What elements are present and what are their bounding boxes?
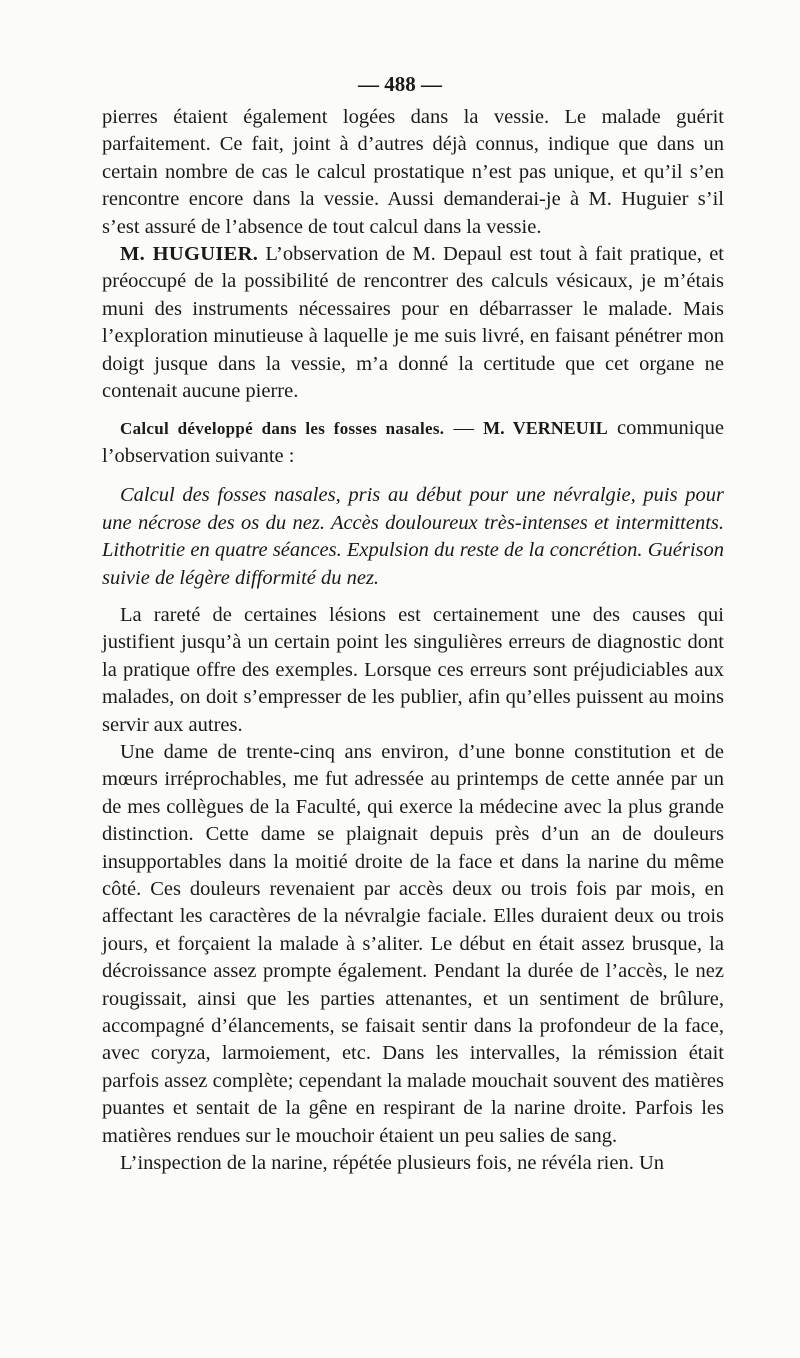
speaker-name: M. HUGUIER.	[120, 243, 259, 266]
section-speaker: M. VERNEUIL	[483, 418, 608, 439]
section-intro: communique l’observation suivante :	[102, 417, 725, 467]
page-number: — 488 —	[358, 72, 442, 96]
section-topic: Calcul développé dans les fosses nasales.	[120, 419, 445, 439]
speaker-text: L’observation de M. Depaul est tout à fait pratique, et préoccupé de la possibilité de rencontrer des calculs vésicaux, je m’étais muni des instruments nécessaires pour en débarrasser le malade. Mais l’exploration minutieuse à laquelle je me suis livré, en faisant pénétrer mon doigt jusque dans la vessie, m’a donné la certitude que cet organe ne contenait aucune pierre.	[102, 243, 724, 403]
page-body	[102, 104, 724, 1177]
paragraph-case: Une dame de trente-cinq ans environ, d’une bonne constitution et de mœurs irréprochables, me fut adressée au printemps de cette année par un de mes collègues de la Faculté, qui exerce la médecine avec la plus grande distinction. Cette dame se plaignait depuis près d’un an de douleurs insupportables dans la moitié droite de la face et dans la narine du même côté. Ces douleurs revenaient par accès deux ou trois fois par mois, en affectant les caractères de la névralgie faciale. Elles duraient deux ou trois jours, et forçaient la malade à s’aliter. Le début en était assez brusque, la décroissance assez prompte également. Pendant la durée de l’accès, le nez rougissait, ainsi que les parties attenantes, et un sentiment de brûlure, accompagné d’élancements, se faisait sentir dans la profondeur de la face, avec coryza, larmoiement, etc. Dans les intervalles, la rémission était parfois assez complète; cependant la malade mouchait souvent des matières puantes et sentait de la gêne en respirant de la narine droite. Parfois les matières rendues sur le mouchoir étaient un peu salies de sang.	[102, 740, 724, 1147]
paragraph-continuation: pierres étaient également logées dans la vessie. Le malade guérit parfaitement. Ce fait, joint à d’autres déjà connus, indique que dans un certain nombre de cas le calcul prostatique n’est pas unique, et qu’il s’en rencontre encore dans la vessie. Aussi demanderai-je à M. Huguier s’il s’est assuré de l’absence de tout calcul dans la vessie.	[102, 106, 724, 238]
paragraph-rarity: La rareté de certaines lésions est certainement une des causes qui justifient jusqu’à un certain point les singulières erreurs de diagnostic dont la pratique offre des exemples. Lorsque ces erreurs sont préjudiciables aux malades, on doit s’empresser de les publier, afin qu’elles puissent au moins servir aux autres.	[102, 603, 724, 736]
section-heading	[102, 415, 724, 470]
paragraph-inspection: L’inspection de la narine, répétée plusieurs fois, ne révéla rien. Un	[120, 1152, 665, 1175]
heading-dash: —	[444, 417, 484, 440]
paragraph-huguier	[102, 241, 724, 405]
observation-title: Calcul des fosses nasales, pris au début pour une névralgie, puis pour une nécrose des os du nez. Accès douloureux très-intenses et intermittents. Lithotritie en quatre séances. Expulsion du reste de la concrétion. Guérison suivie de légère difformité du nez.	[102, 484, 724, 589]
